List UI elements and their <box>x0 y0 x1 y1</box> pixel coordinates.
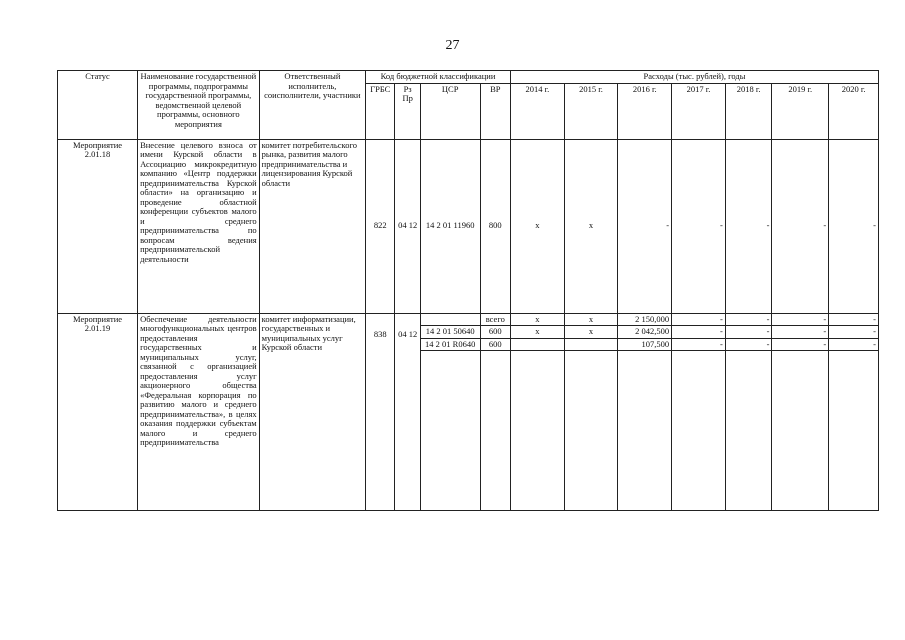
empty-cell <box>564 351 618 511</box>
row-vr: всего <box>480 313 510 326</box>
header-year-2017: 2017 г. <box>672 83 726 139</box>
header-year-2014: 2014 г. <box>511 83 565 139</box>
value-2016: 2 042,500 <box>618 326 672 339</box>
row-vr: 800 <box>480 139 510 313</box>
value-2019: - <box>772 139 829 313</box>
value-2018: - <box>725 338 772 351</box>
empty-cell <box>420 351 480 511</box>
header-year-2015: 2015 г. <box>564 83 618 139</box>
row-status: Мероприятие 2.01.18 <box>58 139 138 313</box>
value-2020: - <box>829 139 879 313</box>
value-2017: - <box>672 139 726 313</box>
value-2016: - <box>618 139 672 313</box>
row-csr: 14 2 01 R0640 <box>420 338 480 351</box>
row-csr: 14 2 01 11960 <box>420 139 480 313</box>
header-status: Статус <box>58 71 138 140</box>
row-grbs: 838 <box>366 313 395 511</box>
header-grbs: ГРБС <box>366 83 395 139</box>
value-2017: - <box>672 326 726 339</box>
row-responsible: комитет информатизации, государственных и муниципальных услуг Курской области <box>259 313 365 511</box>
value-2015 <box>564 338 618 351</box>
header-expenses-group: Расходы (тыс. рублей), годы <box>511 71 879 84</box>
table-row <box>58 139 879 313</box>
value-2015: х <box>564 326 618 339</box>
row-responsible: комитет потребительского рынка, развития малого предпринимательства и лицензирования Курской области <box>259 139 365 313</box>
empty-cell <box>480 351 510 511</box>
row-rzpr: 04 12 <box>395 313 420 511</box>
header-year-2016: 2016 г. <box>618 83 672 139</box>
header-year-2020: 2020 г. <box>829 83 879 139</box>
header-year-2019: 2019 г. <box>772 83 829 139</box>
value-2017: - <box>672 338 726 351</box>
header-name: Наименование государственной программы, подпрограммы государственной программы, ведомственной целевой программы, основного мероприятия <box>138 71 260 140</box>
value-2020: - <box>829 313 879 326</box>
row-csr: 14 2 01 50640 <box>420 326 480 339</box>
row-csr <box>420 313 480 326</box>
value-2014 <box>511 338 565 351</box>
empty-cell <box>725 351 772 511</box>
value-2014: х <box>511 313 565 326</box>
empty-cell <box>618 351 672 511</box>
value-2020: - <box>829 338 879 351</box>
row-status: Мероприятие 2.01.19 <box>58 313 138 511</box>
header-responsible: Ответственный исполнитель, соисполнители, участники <box>259 71 365 140</box>
value-2014: х <box>511 139 565 313</box>
row-name: Внесение целевого взноса от имени Курской области в Ассоциацию микрокредитную компанию «Центр поддержки предпринимательства Курской области» на организацию и проведение областной конференции субъектов малого и среднего предпринимательства по вопросам ведения предпринимательской деятельности <box>138 139 260 313</box>
value-2016: 2 150,000 <box>618 313 672 326</box>
empty-cell <box>511 351 565 511</box>
value-2019: - <box>772 326 829 339</box>
value-2018: - <box>725 326 772 339</box>
row-vr: 600 <box>480 326 510 339</box>
header-vr: ВР <box>480 83 510 139</box>
header-budget-code-group: Код бюджетной классификации <box>366 71 511 84</box>
value-2016: 107,500 <box>618 338 672 351</box>
value-2018: - <box>725 313 772 326</box>
value-2015: х <box>564 139 618 313</box>
budget-table <box>57 70 879 511</box>
empty-cell <box>829 351 879 511</box>
value-2015: х <box>564 313 618 326</box>
header-rzpr: Рз Пр <box>395 83 420 139</box>
header-year-2018: 2018 г. <box>725 83 772 139</box>
row-grbs: 822 <box>366 139 395 313</box>
row-name: Обеспечение деятельности многофункциональных центров предоставления государственных и муниципальных услуг, связанной с организацией предоставления услуг акционерного общества «Федеральная корпорация по развитию малого и среднего предпринимательства», в целях оказания поддержки субъектам малого и среднего предпринимательства <box>138 313 260 511</box>
empty-cell <box>772 351 829 511</box>
page-number: 27 <box>445 38 460 53</box>
value-2018: - <box>725 139 772 313</box>
row-vr: 600 <box>480 338 510 351</box>
value-2014: х <box>511 326 565 339</box>
table-row <box>58 313 879 326</box>
row-rzpr: 04 12 <box>395 139 420 313</box>
value-2020: - <box>829 326 879 339</box>
value-2019: - <box>772 338 829 351</box>
value-2019: - <box>772 313 829 326</box>
header-csr: ЦСР <box>420 83 480 139</box>
value-2017: - <box>672 313 726 326</box>
empty-cell <box>672 351 726 511</box>
